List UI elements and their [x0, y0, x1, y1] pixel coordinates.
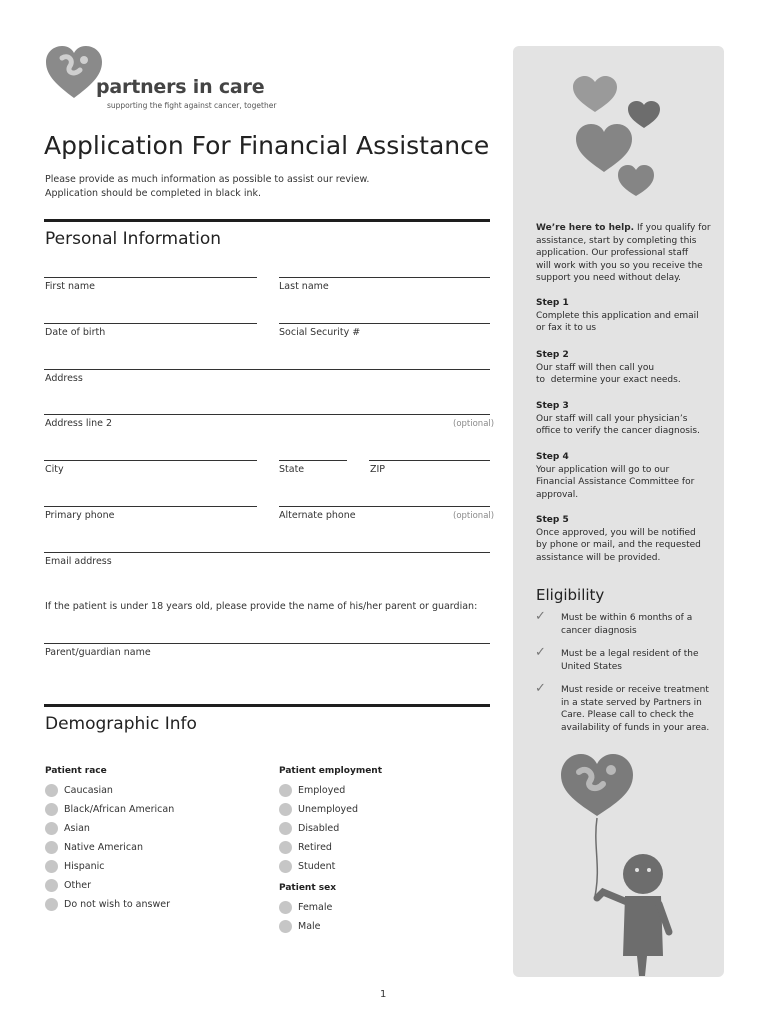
- intro-line-2: Application should be completed in black ink.: [45, 188, 262, 199]
- optional-note: (optional): [453, 419, 495, 429]
- optional-note: (optional): [453, 511, 495, 521]
- radio-button[interactable]: [279, 901, 292, 914]
- radio-option[interactable]: Native American: [45, 838, 174, 857]
- radio-option[interactable]: Male: [279, 917, 332, 936]
- radio-button[interactable]: [279, 841, 292, 854]
- primary-phone-label: Primary phone: [45, 510, 115, 521]
- partners-in-care-logo-icon: [44, 44, 104, 100]
- radio-button[interactable]: [45, 860, 58, 873]
- section-divider: [44, 219, 490, 222]
- radio-option[interactable]: Asian: [45, 819, 174, 838]
- address-label: Address: [45, 373, 83, 384]
- radio-button[interactable]: [279, 860, 292, 873]
- page-number: 1: [380, 989, 387, 1000]
- page-title: Application For Financial Assistance: [44, 131, 490, 160]
- radio-option[interactable]: Employed: [279, 781, 358, 800]
- zip-field[interactable]: [369, 460, 490, 461]
- person-with-heart-balloon-icon: [553, 746, 703, 976]
- checkmark-icon: ✓: [535, 681, 546, 696]
- radio-option[interactable]: Female: [279, 898, 332, 917]
- intro-text: [45, 173, 369, 201]
- guardian-name-label: Parent/guardian name: [45, 647, 151, 658]
- guardian-name-field[interactable]: [44, 643, 490, 644]
- radio-button[interactable]: [279, 822, 292, 835]
- radio-option[interactable]: Retired: [279, 838, 358, 857]
- eligibility-heading: Eligibility: [536, 586, 605, 604]
- employment-options: [279, 781, 358, 876]
- help-intro-bold: We’re here to help.: [536, 223, 635, 233]
- step-1: Step 1 Complete this application and email or fax it to us: [536, 298, 699, 333]
- intro-line-1: Please provide as much information as possible to assist our review.: [45, 174, 370, 185]
- patient-race-heading: Patient race: [45, 766, 107, 776]
- sidebar-panel: We’re here to help. If you qualify for assistance, start by completing this application. Our professional staff will work with you so you receive the support you need without delay. Step 1 Complete this application and email or fax it to us Step 2 Our staff will then call you to determine your exact needs. Step 3 Our staff will call your physician’s office to verify the cancer diagnosis. Step 4 Your application will go to our Financial Assistance Committee for approval. Step 5 Once approved, you will be notified by phone or mail, and the requested assistance will be provided. Eligibility ✓ Must be within 6 months of a cancer diagnosis ✓ Must be a legal resident of the United States ✓ Must reside or receive treatment in a state served by Partners in Care. Please call to check the availability of funds in your area.: [513, 46, 724, 977]
- radio-button[interactable]: [45, 898, 58, 911]
- radio-button[interactable]: [45, 822, 58, 835]
- zip-label: ZIP: [370, 464, 386, 475]
- radio-option[interactable]: Do not wish to answer: [45, 895, 174, 914]
- first-name-label: First name: [45, 281, 95, 292]
- patient-sex-heading: Patient sex: [279, 883, 337, 893]
- radio-option[interactable]: Unemployed: [279, 800, 358, 819]
- step-4: Step 4 Your application will go to our Financial Assistance Committee for approval.: [536, 452, 695, 500]
- radio-button[interactable]: [45, 803, 58, 816]
- address-line-2-label: Address line 2: [45, 418, 113, 429]
- step-5: Step 5 Once approved, you will be notified by phone or mail, and the requested assistance will be provided.: [536, 515, 701, 563]
- radio-option[interactable]: Caucasian: [45, 781, 174, 800]
- demographic-heading: Demographic Info: [45, 714, 197, 734]
- alternate-phone-label: Alternate phone: [279, 510, 356, 521]
- email-label: Email address: [45, 556, 112, 567]
- address-field[interactable]: [44, 369, 490, 370]
- race-options: [45, 781, 174, 914]
- brand-name: partners in care: [96, 76, 265, 98]
- ssn-field[interactable]: [279, 323, 490, 324]
- radio-button[interactable]: [279, 920, 292, 933]
- brand-tagline: supporting the fight against cancer, together: [107, 101, 277, 110]
- state-label: State: [279, 464, 305, 475]
- guardian-note: If the patient is under 18 years old, please provide the name of his/her parent or guardian:: [45, 601, 478, 612]
- last-name-label: Last name: [279, 281, 329, 292]
- radio-option[interactable]: Student: [279, 857, 358, 876]
- date-of-birth-field[interactable]: [44, 323, 257, 324]
- ssn-label: Social Security #: [279, 327, 361, 338]
- city-label: City: [45, 464, 64, 475]
- sex-options: [279, 898, 332, 936]
- radio-option[interactable]: Black/African American: [45, 800, 174, 819]
- patient-employment-heading: Patient employment: [279, 766, 383, 776]
- radio-option[interactable]: Disabled: [279, 819, 358, 838]
- first-name-field[interactable]: [44, 277, 257, 278]
- city-field[interactable]: [44, 460, 257, 461]
- radio-option[interactable]: Other: [45, 876, 174, 895]
- section-divider: [44, 704, 490, 707]
- state-field[interactable]: [279, 460, 347, 461]
- checkmark-icon: ✓: [535, 645, 546, 660]
- radio-button[interactable]: [279, 784, 292, 797]
- radio-button[interactable]: [279, 803, 292, 816]
- step-3: Step 3 Our staff will call your physician’s office to verify the cancer diagnosis.: [536, 401, 700, 436]
- hearts-illustration-icon: [568, 72, 698, 200]
- date-of-birth-label: Date of birth: [45, 327, 106, 338]
- checkmark-icon: ✓: [535, 609, 546, 624]
- radio-option[interactable]: Hispanic: [45, 857, 174, 876]
- radio-button[interactable]: [45, 784, 58, 797]
- email-field[interactable]: [44, 552, 490, 553]
- primary-phone-field[interactable]: [44, 506, 257, 507]
- last-name-field[interactable]: [279, 277, 490, 278]
- step-2: Step 2 Our staff will then call you to determine your exact needs.: [536, 350, 681, 385]
- help-intro: We’re here to help. If you qualify for assistance, start by completing this application. Our professional staff will work with you so you receive the support you need without delay.: [536, 223, 711, 283]
- alternate-phone-field[interactable]: [279, 506, 490, 507]
- personal-info-heading: Personal Information: [45, 229, 222, 249]
- address-line-2-field[interactable]: [44, 414, 490, 415]
- radio-button[interactable]: [45, 841, 58, 854]
- radio-button[interactable]: [45, 879, 58, 892]
